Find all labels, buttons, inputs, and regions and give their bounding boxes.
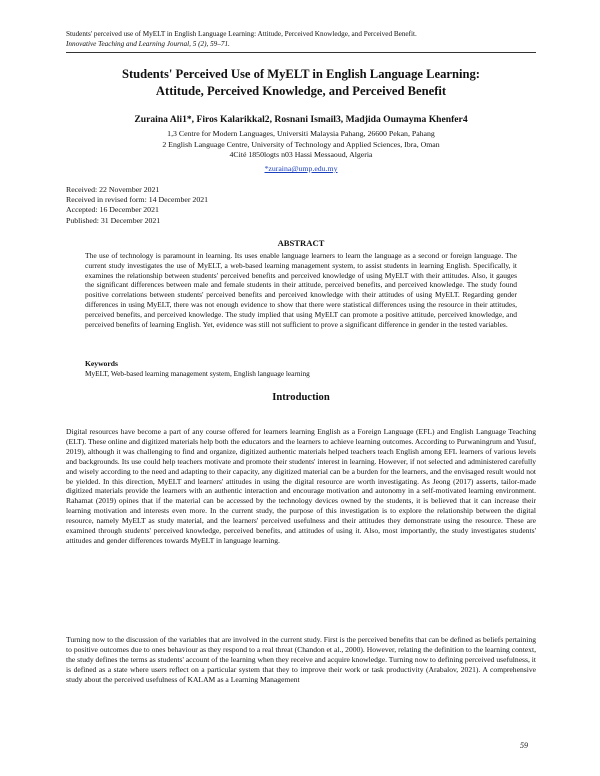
header-divider [66, 52, 536, 53]
affiliation-3: 4Cité 1850logts n03 Hassi Messaoud, Algeria [229, 150, 373, 160]
date-revised: Received in revised form: 14 December 2021 [66, 195, 209, 205]
date-received: Received: 22 November 2021 [66, 185, 160, 194]
publication-dates [66, 185, 208, 226]
page-number: 59 [520, 741, 528, 750]
journal-citation: Innovative Teaching and Learning Journal, 5 (2), 59–71. [66, 40, 230, 48]
date-accepted: Accepted: 16 December 2021 [66, 205, 159, 215]
introduction-paragraph-1: Digital resources have become a part of any course offered for learners learning English as a Foreign Language (EFL) and English Language Teaching (ELT). These online and digitized materials help both the educators and the learners to achieve learning outcomes. According to Purwaningrum and Yusuf, 2019), although it was challenging to find and organize, digitized authentic materials helped teachers teach English among EFL learners of various levels and backgrounds. Its use could help teachers motivate and promote their students' interest in learning. However, if not selected and administered carefully and wisely according to the need and adapting to their capacity, any digitized material can be a burden for the learners, and the envisaged result would not be yielded. In this direction, MyELT and learners' attitudes in using the digital resource are worth investigating. As Jeong (2017) asserts, tailor-made digitized materials provide the learners with an authentic interaction and encourage motivation and autonomy in a self-motivated learning environment. Rahamat (2019) opines that if the material can be accessed by the technology devices owned by the students, it is believed that it can increase their learning motivation and interests even more. In the current study, the purpose of this investigation is to explore the relationship between the digital resource, namely MyELT as study material, and the learners' perceived usefulness and their attitudes they demonstrate using the resource. These are examined through students' perceived knowledge, perceived benefits, and attitudes of using it. Also, most importantly, the study investigates students' attitudes and gender differences towards MyELT in language learning. [66, 427, 536, 545]
corresponding-email-link[interactable]: *zuraina@ump.edu.my [264, 164, 338, 173]
paper-title [66, 66, 536, 100]
introduction-paragraph-2: Turning now to the discussion of the variables that are involved in the current study. First is the perceived benefits that can be defined as beliefs pertaining to positive outcomes due to ones behaviour as they respond to a real threat (Chandon et al., 2000). However, relating the definition to the learning context, the study defines the terms as students' account of the learning when they receive and acquire knowledge. Turning now to defining perceived usefulness, it is defined as a state where users reflect on a particular system that they to improve their work or task productivity (Arabalov, 2021). A comprehensive study about the perceived usefulness of KALAM as a Learning Management [66, 635, 536, 684]
abstract-body: The use of technology is paramount in learning. Its uses enable language learners to learn the language as a second or foreign language. The current study investigates the use of MyELT, a web-based learning management system, to assist students in learning English. Specifically, it examines the relationship between students' perceived benefits and perceived knowledge of using MyELT with their attitudes. Also, it gauges the significant differences between male and female students in their attitude, perceived benefits, and perceived knowledge. The study found positive correlations between students' perceived benefits and perceived knowledge with their attitudes of using MyELT. Regarding gender differences in using MyELT, there was not enough evidence to show that there were statistical differences using the resource in their attitudes, perceived benefits, and perceived knowledge. The study implied that using MyELT can promote a positive attitude, perceived knowledge, and perceived benefits of learning English. Yet, evidence was still not sufficient to prove a significant difference in gender in the tested variables. [85, 251, 517, 329]
affiliation-2: 2 English Language Centre, University of Technology and Applied Sciences, Ibra, Oman [162, 139, 440, 149]
running-title: Students' perceived use of MyELT in English Language Learning: Attitude, Perceived Knowledge, and Perceived Benefit. [66, 30, 417, 38]
affiliation-1: 1,3 Centre for Modern Languages, Universiti Malaysia Pahang, 26600 Pekan, Pahang [167, 129, 435, 138]
author-list: Zuraina Ali1*, Firos Kalarikkal2, Rosnani Ismail3, Madjida Oumayma Khenfer4 [134, 114, 468, 125]
affiliations [66, 129, 536, 161]
date-published: Published: 31 December 2021 [66, 215, 161, 225]
title-line-1: Students' Perceived Use of MyELT in English Language Learning: [121, 67, 481, 81]
title-line-2: Attitude, Perceived Knowledge, and Perceived Benefit [155, 84, 447, 98]
introduction-heading: Introduction [272, 392, 330, 403]
keywords-heading: Keywords [85, 359, 118, 368]
running-header [66, 29, 417, 49]
keywords-list: MyELT, Web-based learning management system, English language learning [85, 369, 310, 378]
abstract-heading: ABSTRACT [277, 238, 325, 248]
